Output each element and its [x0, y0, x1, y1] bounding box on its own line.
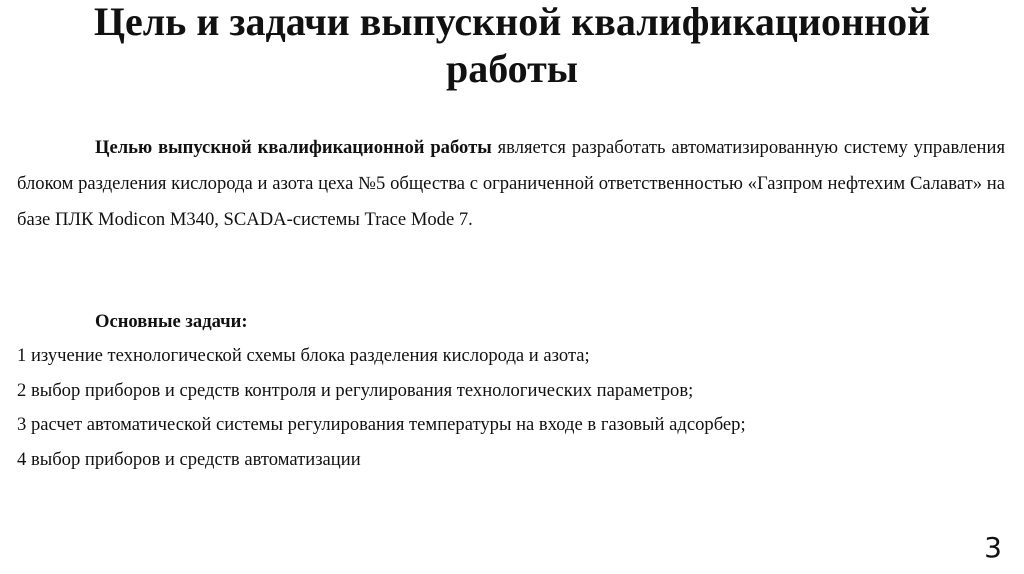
page-number: 3 [984, 531, 1002, 564]
slide-title-line-1: Цель и задачи выпускной квалификационной [93, 0, 931, 44]
task-item-4: 4 выбор приборов и средств автоматизации [17, 448, 361, 470]
slide-title [0, 0, 1024, 92]
tasks-list [17, 339, 1007, 477]
tasks-heading: Основные задачи: [95, 311, 248, 332]
task-item-1: 1 изучение технологической схемы блока разделения кислорода и азота; [17, 345, 590, 366]
goal-body-text: является разработать автоматизированную систему управления блоком разделения кислорода и азота цеха №5 общества с ограниченной ответственностью «Газпром нефтехим Салават» на базе ПЛК Modicon M340, SCADA-системы Trace Mode 7. [17, 137, 1005, 230]
task-item-2: 2 выбор приборов и средств контроля и регулирования технологических параметров; [17, 379, 694, 401]
goal-lead-text: Целью выпускной квалификационной работы [95, 137, 492, 158]
goal-paragraph [17, 130, 1005, 238]
slide-title-line-2: работы [445, 46, 579, 91]
task-item-3: 3 расчет автоматической системы регулирования температуры на входе в газовый адсорбер; [17, 414, 746, 435]
